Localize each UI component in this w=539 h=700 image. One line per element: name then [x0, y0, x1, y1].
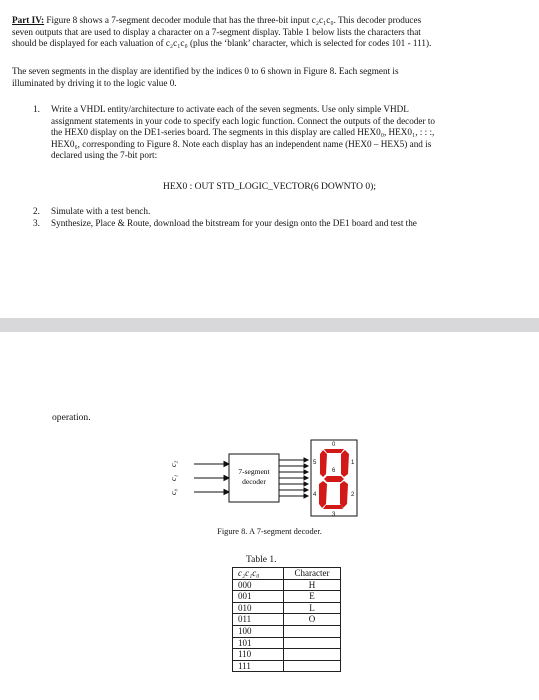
segment-0	[324, 449, 344, 453]
table-row	[233, 591, 341, 603]
code-cell: 110	[233, 649, 284, 661]
segment-label-1: 1	[351, 460, 355, 466]
item1-line-1: Write a VHDL entity/architecture to activate each of the seven segments. Use only simple VHDL	[51, 104, 409, 114]
code-cell: 011	[233, 614, 284, 626]
character-cell: L	[284, 602, 341, 614]
task-list-items-2-3	[33, 206, 523, 229]
code-cell: 100	[233, 625, 284, 637]
table-row	[233, 602, 341, 614]
segment-6	[324, 476, 344, 482]
output-wires	[279, 458, 308, 498]
para2-line-1: The seven segments in the display are identified by the indices 0 to 6 shown in Figure 8. Each segment is	[12, 66, 399, 76]
table-row	[233, 625, 341, 637]
item3-text: Synthesize, Place & Route, download the bitstream for your design onto the DE1 board and test the	[51, 217, 417, 228]
header-character-cell: Character	[284, 568, 341, 580]
item2-text: Simulate with a test bench.	[51, 206, 151, 216]
character-cell: H	[284, 579, 341, 591]
segment-label-4: 4	[313, 492, 317, 498]
segments-paragraph	[12, 66, 527, 89]
table-header-row	[233, 568, 341, 580]
segment-5	[320, 450, 327, 477]
code-cell: 010	[233, 602, 284, 614]
segment-1	[341, 450, 349, 477]
list-item	[33, 218, 523, 230]
document-page-top	[0, 0, 539, 318]
header-code-cell: c₂c₁c₀	[233, 568, 284, 580]
page-break-separator	[0, 318, 539, 332]
segment-label-5: 5	[313, 460, 317, 466]
segment-4	[319, 481, 327, 508]
table-row	[233, 637, 341, 649]
character-cell	[284, 660, 341, 672]
character-cell	[284, 649, 341, 661]
intro-paragraph	[12, 15, 527, 50]
segment-2	[340, 481, 348, 508]
code-cell: 000	[233, 579, 284, 591]
input-label-c0: c₀	[169, 488, 178, 495]
intro-line-1: Figure 8 shows a 7-segment decoder module that has the three-bit input c₂c₁c₀. This decoder produces	[44, 15, 422, 25]
character-cell	[284, 637, 341, 649]
item1-line-4: HEX0₆, corresponding to Figure 8. Note each display has an independent name (HEX0 – HEX5) and is	[51, 138, 432, 149]
input-wires	[194, 462, 229, 495]
list-item	[33, 206, 523, 218]
character-cell	[284, 625, 341, 637]
table-row	[233, 660, 341, 672]
segment-label-2: 2	[351, 492, 355, 498]
table-row	[233, 614, 341, 626]
figure-8-diagram	[160, 436, 380, 526]
intro-line-2: seven outputs that are used to display a character on a 7-segment display. Table 1 below lists the characters that	[12, 26, 421, 37]
figure-caption: Figure 8. A 7-segment decoder.	[217, 527, 322, 536]
table-row	[233, 649, 341, 661]
part-heading: Part IV:	[12, 15, 45, 25]
character-table	[232, 567, 341, 672]
code-cell: 001	[233, 591, 284, 603]
table-row	[233, 579, 341, 591]
intro-line-3: should be displayed for each valuation of c₂c₁c₀ (plus the ‘blank’ character, which is selected for codes 101 - 111).	[12, 38, 432, 49]
hex0-port-declaration: HEX0 : OUT STD_LOGIC_VECTOR(6 DOWNTO 0);	[163, 182, 376, 192]
segment-label-6: 6	[332, 468, 336, 474]
segment-3	[323, 505, 343, 509]
code-cell: 101	[233, 637, 284, 649]
decoder-diagram-svg	[160, 436, 380, 526]
input-label-c1: c₁	[169, 474, 178, 481]
list-number: 1.	[33, 104, 40, 114]
list-number: 2.	[33, 206, 40, 216]
continuation-text: operation.	[52, 412, 91, 423]
decoder-label-bottom: decoder	[242, 477, 266, 486]
task-list-item-1	[33, 104, 523, 162]
item1-line-5: declared using the 7-bit port:	[51, 150, 158, 161]
code-cell: 111	[233, 660, 284, 672]
segment-label-3: 3	[332, 512, 336, 518]
character-cell: E	[284, 591, 341, 603]
item1-line-2: assignment statements in your code to specify each logic function. Connect the outputs of the decoder to	[51, 115, 435, 126]
decoder-label-top: 7-segment	[238, 467, 270, 476]
segment-label-0: 0	[332, 442, 336, 448]
list-number: 3.	[33, 217, 40, 228]
character-cell: O	[284, 614, 341, 626]
para2-line-2: illuminated by driving it to the logic value 0.	[12, 77, 177, 88]
input-label-c2: c₂	[169, 460, 178, 467]
table-caption: Table 1.	[246, 555, 277, 565]
item1-line-3: the HEX0 display on the DE1-series board. The segments in this display are called HEX0₀, HEX0₁, : : :,	[51, 127, 435, 138]
